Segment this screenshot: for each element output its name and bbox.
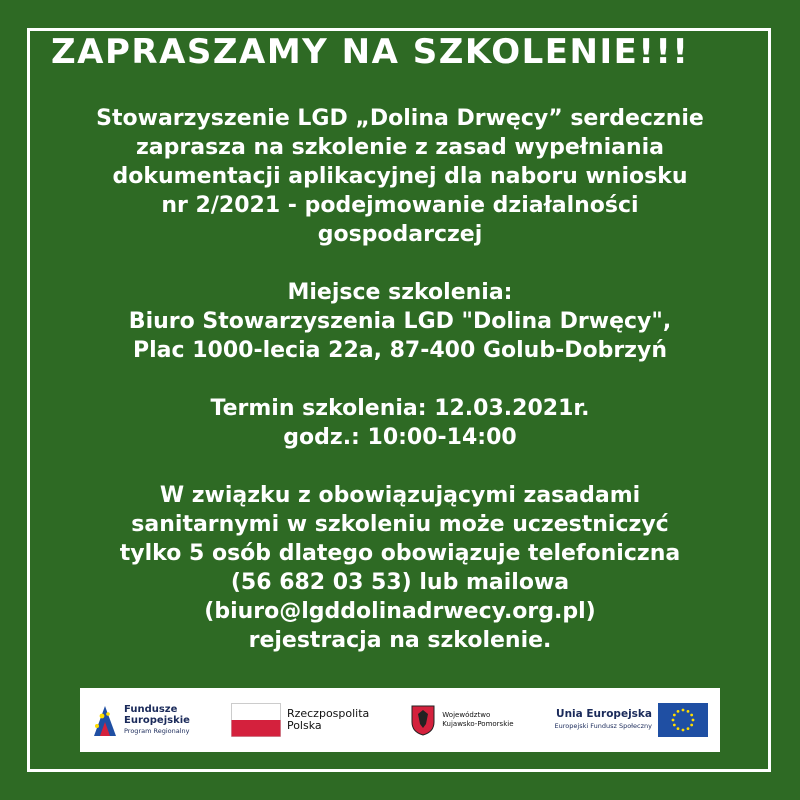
kp-logo-line: Województwo: [442, 711, 491, 719]
intro-line: nr 2/2021 - podejmowanie działalności: [161, 193, 639, 218]
eu-flag-icon: [658, 703, 708, 737]
intro-paragraph: [30, 104, 770, 249]
eu-star-icon: [677, 710, 680, 713]
notice-email[interactable]: (biuro@lgddolinadrwecy.org.pl): [204, 599, 596, 624]
eu-star-icon: [682, 709, 685, 712]
schedule-line: godz.: 10:00-14:00: [283, 425, 517, 450]
notice-line: tylko 5 osób dlatego obowiązuje telefoniczna: [119, 541, 681, 566]
location-paragraph: [30, 278, 770, 365]
ue-logo-main: Unia Europejska: [556, 708, 652, 720]
eu-star-icon: [672, 719, 675, 722]
notice-line: (56 682 03 53) lub mailowa: [230, 570, 570, 595]
page-title: ZAPRASZAMY NA SZKOLENIE!!!: [47, 32, 693, 72]
fundusze-europejskie-logo: [92, 702, 190, 738]
rzeczpospolita-polska-logo: [231, 703, 369, 737]
intro-line: dokumentacji aplikacyjnej dla naboru wniosku: [112, 164, 688, 189]
funding-logos-bar: [80, 688, 720, 752]
eu-star-icon: [673, 724, 676, 727]
location-line: Plac 1000-lecia 22a, 87-400 Golub-Dobrzyń: [133, 338, 667, 363]
eu-star-icon: [687, 727, 690, 730]
ue-logo-sub: Europejski Fundusz Społeczny: [554, 722, 652, 730]
notice-paragraph: [30, 481, 770, 655]
eu-star-icon: [682, 729, 685, 732]
schedule-paragraph: [30, 394, 770, 452]
fe-logo-line: Europejskie: [124, 714, 190, 726]
location-line: Biuro Stowarzyszenia LGD "Dolina Drwęcy",: [128, 309, 672, 334]
polish-flag-icon: [231, 703, 281, 737]
kujawsko-pomorskie-logo: [410, 704, 513, 736]
unia-europejska-logo: [555, 703, 708, 737]
pl-logo-line: Rzeczpospolita: [286, 707, 370, 720]
fe-logo-sub: Program Regionalny: [124, 726, 190, 735]
kp-logo-line: Kujawsko-Pomorskie: [442, 720, 514, 728]
fundusze-europejskie-icon: [92, 702, 118, 738]
intro-line: gospodarczej: [317, 222, 483, 247]
notice-line: W związku z obowiązującymi zasadami: [159, 483, 641, 508]
eu-star-icon: [690, 724, 693, 727]
schedule-line: Termin szkolenia: 12.03.2021r.: [210, 396, 590, 421]
eu-star-icon: [673, 714, 676, 717]
location-line: Miejsce szkolenia:: [287, 280, 513, 305]
notice-line: rejestracja na szkolenie.: [248, 628, 552, 653]
intro-line: Stowarzyszenie LGD „Dolina Drwęcy” serdecznie: [96, 106, 704, 131]
announcement-body: [30, 104, 770, 655]
notice-line: sanitarnymi w szkoleniu może uczestniczyć: [131, 512, 669, 537]
intro-line: zaprasza na szkolenie z zasad wypełniania: [135, 135, 665, 160]
eu-star-icon: [692, 719, 695, 722]
eu-star-icon: [677, 727, 680, 730]
fe-logo-line: Fundusze: [124, 703, 178, 715]
eu-star-icon: [687, 710, 690, 713]
eu-star-icon: [690, 714, 693, 717]
coat-of-arms-icon: [410, 704, 436, 736]
pl-logo-line: Polska: [286, 719, 322, 732]
